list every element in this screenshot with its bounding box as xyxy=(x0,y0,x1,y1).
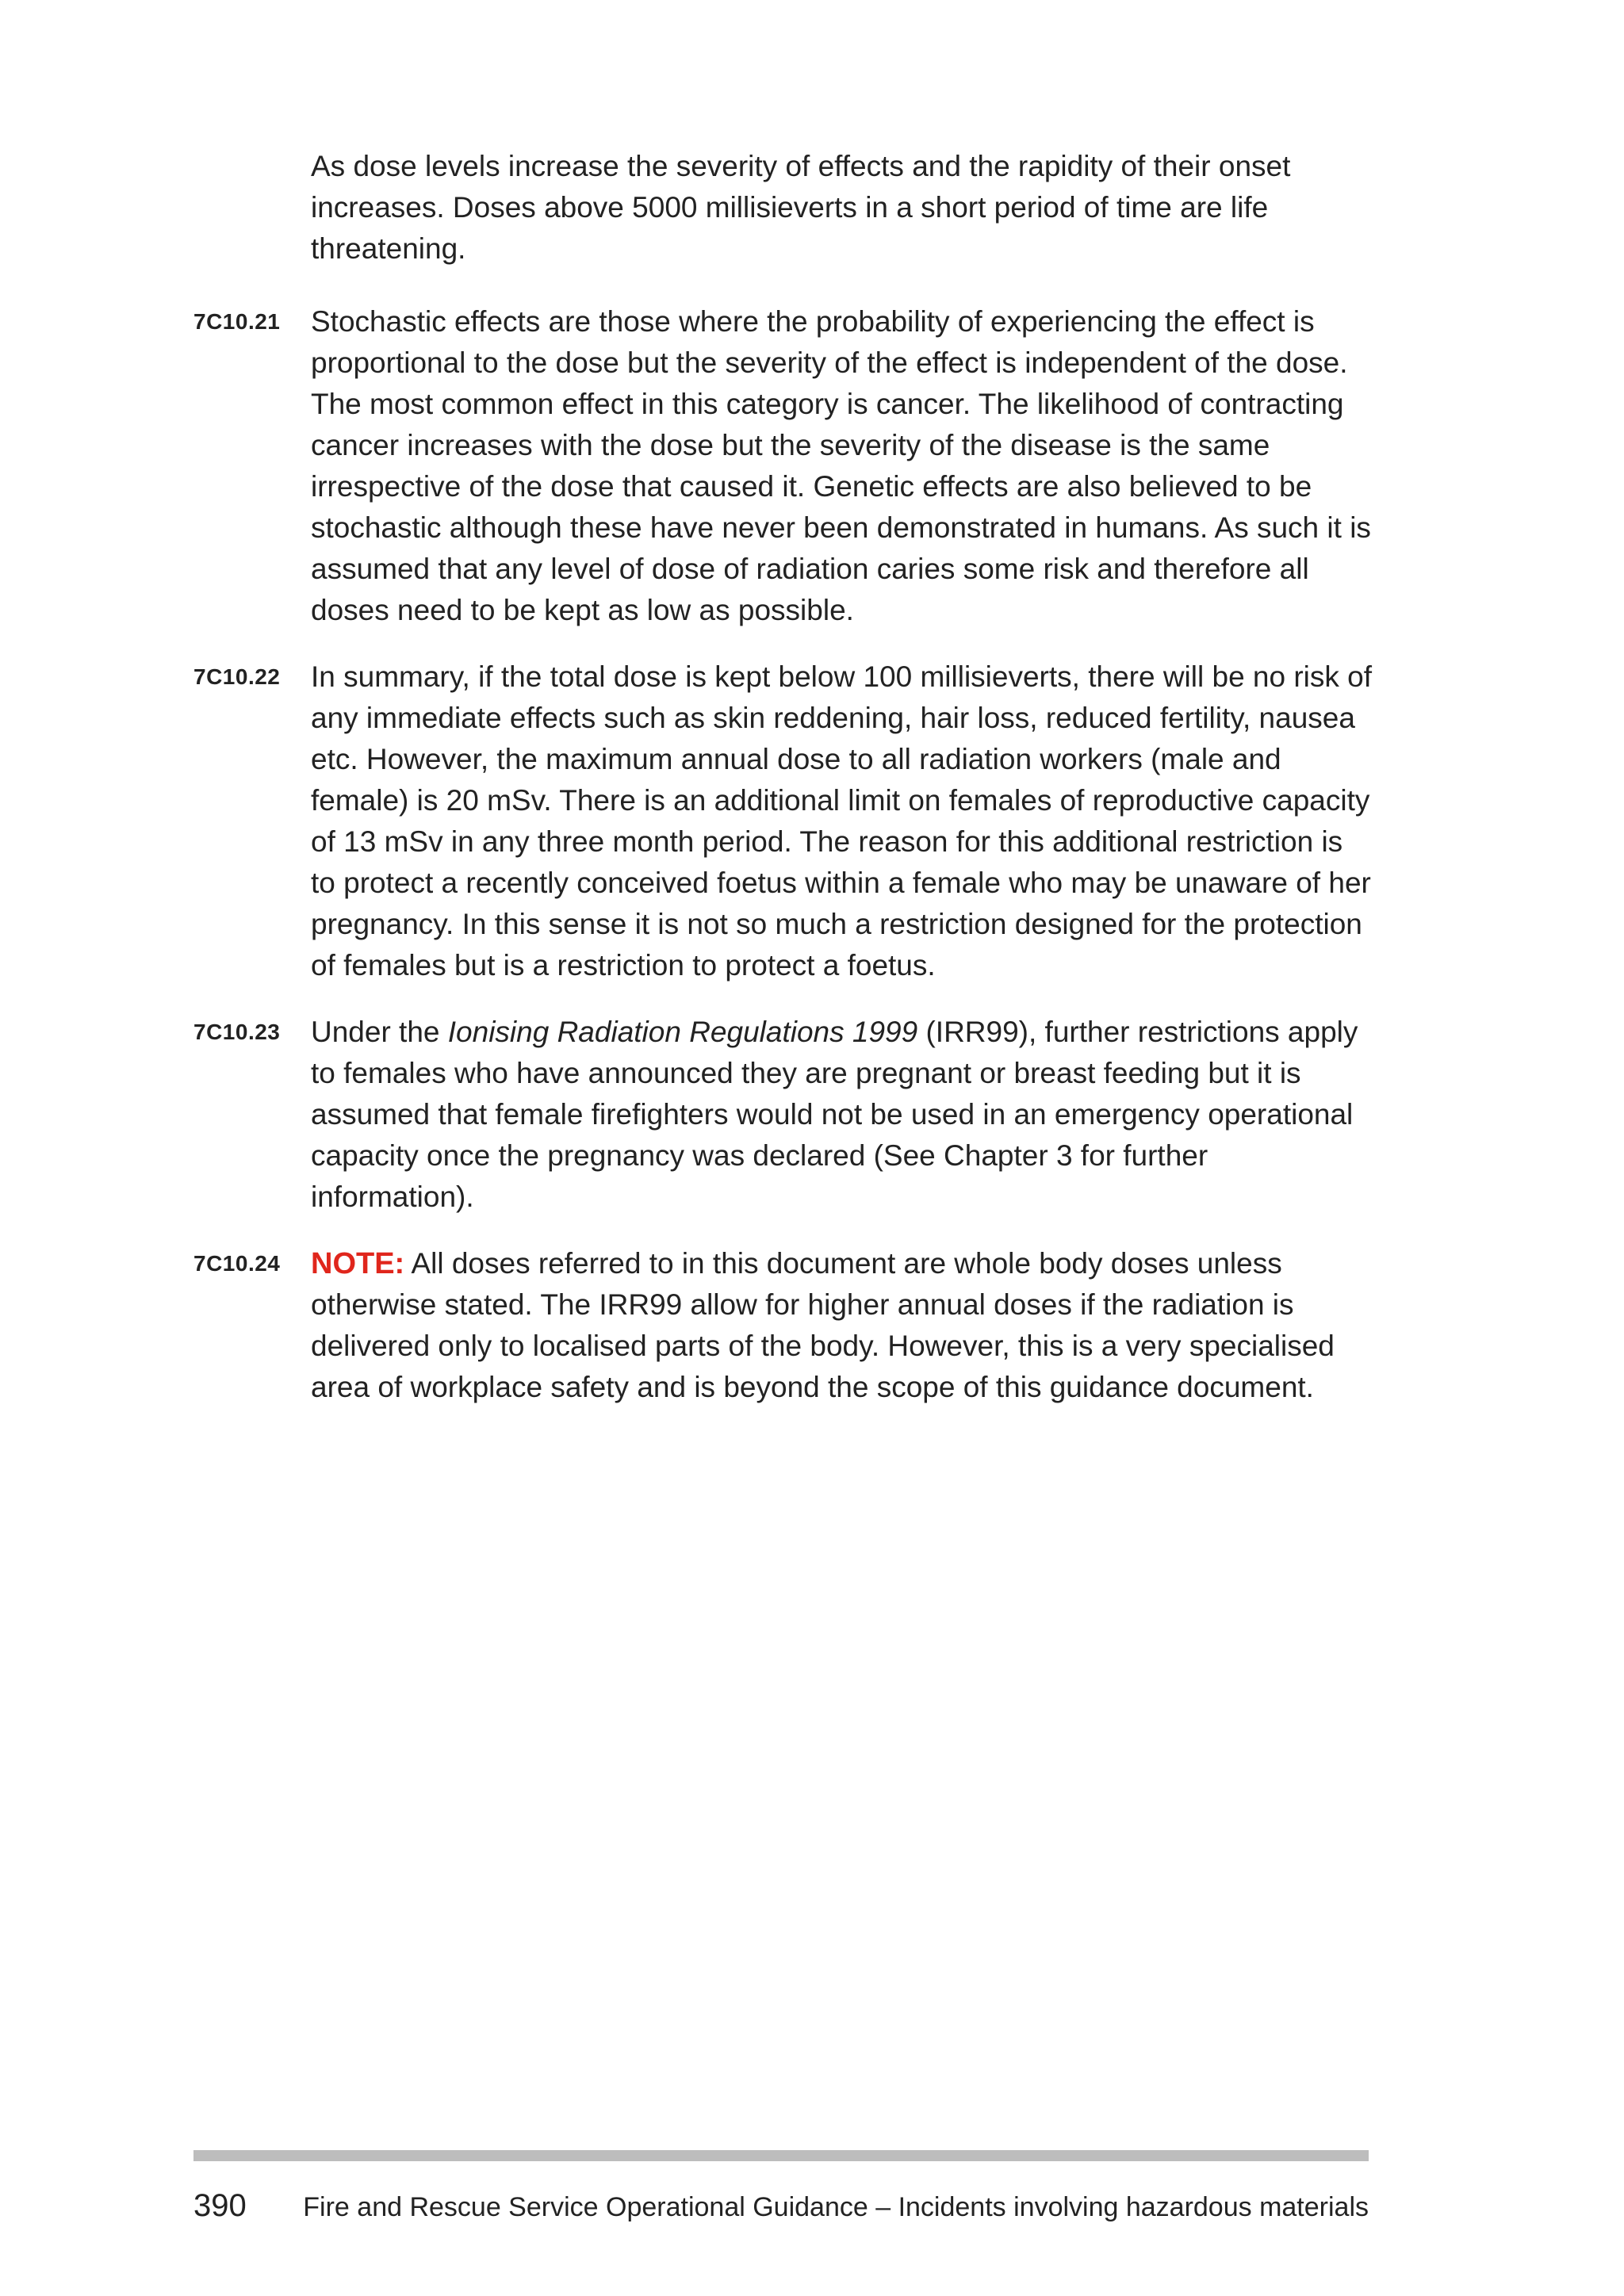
paragraph-7c10-23 xyxy=(193,1012,1383,1218)
page-number: 390 xyxy=(193,2188,247,2223)
paragraph-text xyxy=(311,1012,1373,1218)
paragraph-number: 7C10.23 xyxy=(193,1020,281,1044)
paragraph-text-start: Under the xyxy=(311,1016,448,1048)
footer-divider xyxy=(193,2150,1369,2161)
note-text: All doses referred to in this document are whole body doses unless otherwise stated. The IRR99 allow for higher annual doses if the radiation is delivered only to localised parts of the body. However, this is a very specialised area of workplace safety and is beyond the scope of this guidance document. xyxy=(311,1247,1335,1403)
paragraph-7c10-24 xyxy=(193,1243,1383,1408)
paragraph-7c10-22 xyxy=(193,656,1383,986)
paragraph-number: 7C10.22 xyxy=(193,664,281,689)
footer-document-title: Fire and Rescue Service Operational Guidance – Incidents involving hazardous materials xyxy=(303,2192,1369,2222)
paragraph-text: Stochastic effects are those where the probability of experiencing the effect is proportional to the dose but the severity of the effect is independent of the dose. The most common effect in this category is cancer. The likelihood of contracting cancer increases with the dose but the severity of the disease is the same irrespective of the dose that caused it. Genetic effects are also believed to be stochastic although these have never been demonstrated in humans. As such it is assumed that any level of dose of radiation caries some risk and therefore all doses need to be kept as low as possible. xyxy=(311,305,1371,626)
paragraph-7c10-21 xyxy=(193,301,1383,631)
regulation-title: Ionising Radiation Regulations 1999 xyxy=(447,1016,918,1048)
intro-paragraph: As dose levels increase the severity of effects and the rapidity of their onset increases. Doses above 5000 millisieverts in a short period of time are life threatening. xyxy=(311,150,1291,265)
note-label: NOTE: xyxy=(311,1247,405,1280)
paragraph-text: In summary, if the total dose is kept below 100 millisieverts, there will be no risk of any immediate effects such as skin reddening, hair loss, reduced fertility, nausea etc. However, the maximum annual dose to all radiation workers (male and female) is 20 mSv. There is an additional limit on females of reproductive capacity of 13 mSv in any three month period. The reason for this additional restriction is to protect a recently conceived foetus within a female who may be unaware of her pregnancy. In this sense it is not so much a restriction designed for the protection of females but is a restriction to protect a foetus. xyxy=(311,660,1373,982)
paragraph-number: 7C10.24 xyxy=(193,1251,281,1276)
paragraph-text-end: (IRR99), further restrictions apply to females who have announced they are pregnant or breast feeding but it is assumed that female firefighters would not be used in an emergency operational capacity once the pregnancy was declared (See Chapter 3 for further information). xyxy=(311,1016,1358,1213)
paragraph-text xyxy=(311,1243,1373,1408)
paragraph-number: 7C10.21 xyxy=(193,309,281,334)
